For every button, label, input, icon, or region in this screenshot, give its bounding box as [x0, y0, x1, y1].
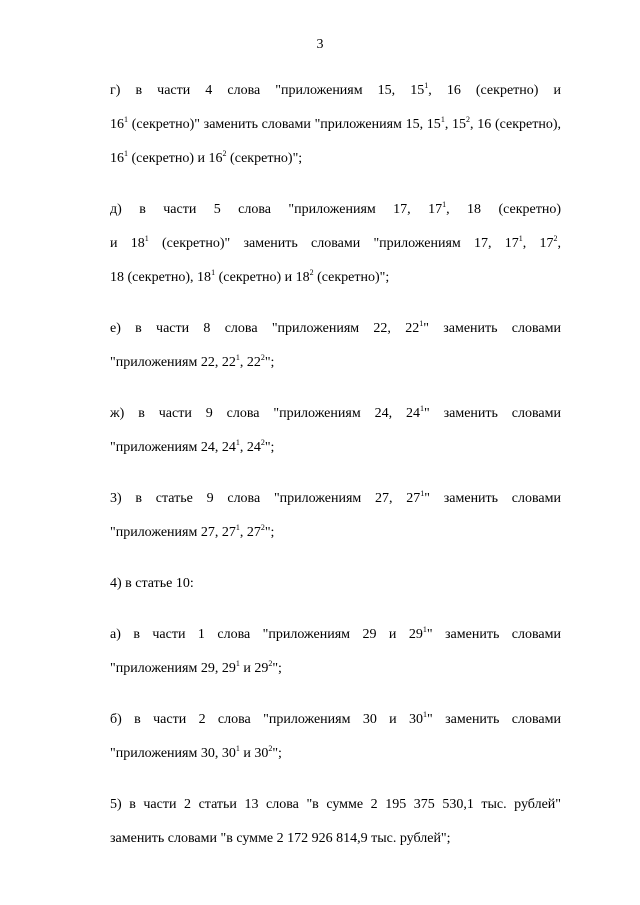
paragraph-e	[75, 312, 561, 380]
paragraph-b	[75, 703, 561, 771]
text-run: 16	[110, 117, 124, 132]
page-number: 3	[316, 37, 324, 52]
superscript-index: 1	[235, 744, 240, 753]
text-run: (секретно)";	[226, 151, 303, 166]
text-run: ";	[264, 440, 275, 455]
superscript-index: 1	[423, 710, 428, 719]
superscript-index: 2	[268, 744, 273, 753]
paragraph-3	[75, 482, 561, 550]
superscript-index: 1	[518, 234, 523, 243]
text-run: (секретно)";	[313, 270, 390, 285]
text-run: (секретно) и 18	[215, 270, 310, 285]
text-run: , 27	[239, 525, 261, 540]
text-run: , 22	[239, 355, 261, 370]
paragraph-line	[75, 618, 561, 652]
paragraph-line	[75, 703, 561, 737]
text-run: , 16 (секретно) и	[428, 83, 561, 98]
superscript-index: 1	[440, 115, 445, 124]
paragraph-line	[75, 788, 561, 822]
text-run: 4) в статье 10:	[110, 576, 194, 591]
superscript-index: 1	[235, 523, 240, 532]
paragraph-line	[75, 142, 561, 176]
paragraph-line	[75, 397, 561, 431]
superscript-index: 1	[419, 319, 424, 328]
text-run: "приложениям 30, 30	[110, 746, 236, 761]
superscript-index: 1	[422, 625, 427, 634]
paragraph-line	[75, 227, 561, 261]
text-run: , 16 (секретно),	[470, 117, 561, 132]
superscript-index: 1	[124, 115, 128, 124]
text-run: , 17	[522, 236, 554, 251]
text-run: ";	[264, 355, 275, 370]
paragraph-line	[75, 74, 561, 108]
text-run: 5) в части 2 статьи 13 слова "в сумме 2 195 375 530,1 тыс. рублей"	[110, 797, 561, 812]
text-run: , 18 (секретно)	[446, 202, 561, 217]
text-run: "приложениям 22, 22	[110, 355, 236, 370]
text-run: , 24	[239, 440, 261, 455]
superscript-index: 2	[222, 149, 227, 158]
text-run: 16	[110, 151, 124, 166]
text-run: 18 (секретно), 18	[110, 270, 212, 285]
text-run: а) в части 1 слова "приложениям 29 и 29	[110, 627, 423, 642]
superscript-index: 1	[211, 268, 216, 277]
paragraph-a	[75, 618, 561, 686]
paragraph-line	[75, 482, 561, 516]
text-run: и 29	[239, 661, 269, 676]
paragraph-4	[75, 567, 561, 601]
text-run: б) в части 2 слова "приложениям 30 и 30	[110, 712, 424, 727]
text-run: и 30	[239, 746, 269, 761]
superscript-index: 1	[442, 200, 447, 209]
paragraph-line	[75, 108, 561, 142]
text-run: (секретно) и 16	[128, 151, 223, 166]
text-run: и 18	[110, 236, 145, 251]
text-run: д) в части 5 слова "приложениям 17, 17	[110, 202, 443, 217]
paragraph-g	[75, 74, 561, 176]
superscript-index: 1	[144, 234, 149, 243]
superscript-index: 1	[420, 489, 425, 498]
superscript-index: 2	[466, 115, 471, 124]
text-run: , 15	[444, 117, 467, 132]
paragraph-line	[75, 652, 561, 686]
superscript-index: 2	[260, 353, 265, 362]
text-run: " заменить словами	[424, 491, 561, 506]
text-run: (секретно)" заменить словами "приложениям 15, 15	[128, 117, 441, 132]
superscript-index: 2	[553, 234, 558, 243]
superscript-index: 1	[424, 81, 429, 90]
paragraph-line	[75, 567, 561, 601]
paragraph-line	[75, 346, 561, 380]
text-run: ";	[272, 661, 282, 676]
superscript-index: 2	[268, 659, 273, 668]
paragraph-line	[75, 737, 561, 771]
text-run: (секретно)" заменить словами "приложениям 17, 17	[148, 236, 519, 251]
text-run: " заменить словами	[423, 321, 561, 336]
superscript-index: 1	[235, 659, 240, 668]
text-run: ,	[557, 236, 561, 251]
paragraph-d	[75, 193, 561, 295]
text-run: "приложениям 24, 24	[110, 440, 236, 455]
superscript-index: 1	[235, 353, 240, 362]
superscript-index: 2	[309, 268, 314, 277]
superscript-index: 1	[124, 149, 128, 158]
paragraph-line	[75, 822, 561, 856]
text-run: ж) в части 9 слова "приложениям 24, 24	[110, 406, 420, 421]
paragraph-line	[75, 516, 561, 550]
text-run: 3) в статье 9 слова "приложениям 27, 27	[110, 491, 421, 506]
text-run: " заменить словами	[427, 712, 561, 727]
paragraph-line	[75, 312, 561, 346]
superscript-index: 1	[419, 404, 424, 413]
superscript-index: 2	[260, 523, 265, 532]
paragraph-zh	[75, 397, 561, 465]
paragraph-line	[75, 431, 561, 465]
document-body	[75, 74, 561, 856]
text-run: " заменить словами	[426, 627, 561, 642]
paragraph-line	[75, 261, 561, 295]
text-run: ";	[264, 525, 275, 540]
text-run: г) в части 4 слова "приложениям 15, 15	[110, 83, 425, 98]
text-run: ";	[272, 746, 282, 761]
superscript-index: 2	[260, 438, 265, 447]
superscript-index: 1	[235, 438, 240, 447]
paragraph-5	[75, 788, 561, 856]
text-run: " заменить словами	[423, 406, 561, 421]
paragraph-line	[75, 193, 561, 227]
text-run: "приложениям 29, 29	[110, 661, 236, 676]
text-run: "приложениям 27, 27	[110, 525, 236, 540]
text-run: заменить словами "в сумме 2 172 926 814,9 тыс. рублей";	[110, 831, 451, 846]
text-run: е) в части 8 слова "приложениям 22, 22	[110, 321, 420, 336]
